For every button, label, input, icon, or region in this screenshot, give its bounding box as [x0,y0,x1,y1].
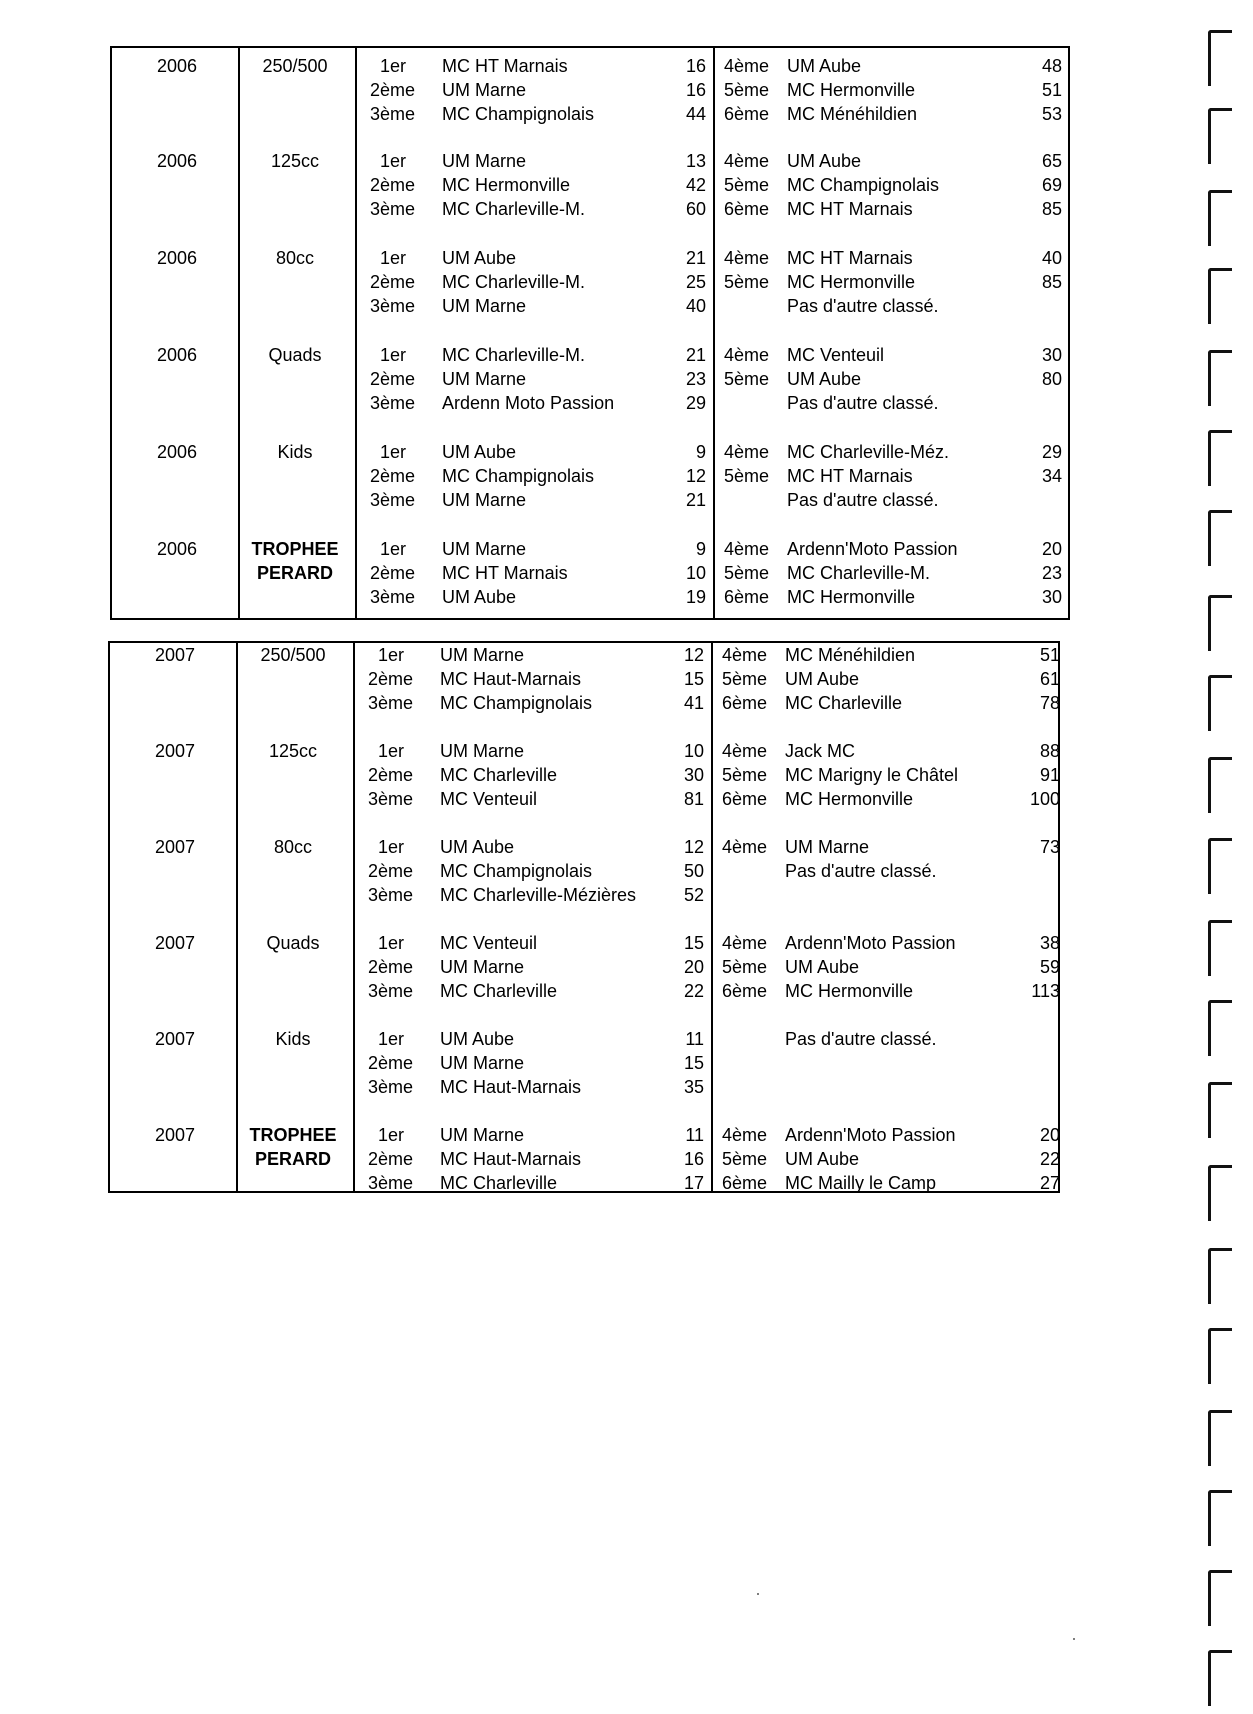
points: 40 [1041,248,1062,268]
binder-hole-mark [1208,838,1232,894]
club-name: Ardenn'Moto Passion [787,539,958,559]
club-name: MC Champignolais [440,861,593,881]
rank: 6ème [722,693,768,713]
club-name: MC Hermonville [785,789,914,809]
club-name: MC Charleville [440,765,558,785]
binder-hole-mark [1208,108,1232,164]
points: 40 [685,296,706,316]
club-name: MC Charleville-Méz. [787,442,950,462]
rank: 1er [378,1125,405,1145]
points: 13 [685,151,706,171]
binder-hole-mark [1208,1165,1232,1221]
points: 20 [1039,1125,1060,1145]
rank: 4ème [724,248,770,268]
points: 21 [685,490,706,510]
points: 29 [1041,442,1062,462]
category-label-line2: PERARD [254,1149,331,1169]
rank: 1er [380,539,407,559]
rank: 4ème [722,933,768,953]
points: 80 [1041,369,1062,389]
column-divider [355,48,357,618]
season-year: 2007 [154,933,196,953]
category-label: 80cc [273,837,313,857]
club-name: MC HT Marnais [442,563,568,583]
scan-speck [1073,1638,1075,1640]
rank: 5ème [722,765,768,785]
club-name: MC Hermonville [785,981,914,1001]
points: 38 [1039,933,1060,953]
result-block [112,343,1068,415]
rank: 3ème [368,1173,414,1193]
points: 35 [683,1077,704,1097]
category-label: TROPHEE [251,539,339,559]
club-name: UM Aube [787,151,862,171]
points: 85 [1041,272,1062,292]
club-name: MC HT Marnais [787,248,913,268]
points: 30 [1041,345,1062,365]
rank: 6ème [724,199,770,219]
points: 22 [683,981,704,1001]
club-name: MC Ménéhildien [787,104,918,124]
points: 11 [685,1125,704,1145]
category-label-line2: PERARD [256,563,333,583]
club-name: MC Charleville [440,981,558,1001]
rank: 1er [378,741,405,761]
rank: 3ème [368,693,414,713]
points: 29 [685,393,706,413]
club-name: UM Aube [787,56,862,76]
result-block [110,643,1058,715]
binder-hole-mark [1208,1490,1232,1546]
club-name: UM Marne [442,490,527,510]
points: 12 [683,645,704,665]
binder-hole-mark [1208,430,1232,486]
points: 51 [1039,645,1060,665]
rank: 2ème [368,669,414,689]
results-table-2006 [110,46,1070,620]
points: 23 [1041,563,1062,583]
binder-hole-mark [1208,190,1232,246]
club-name: UM Aube [785,957,860,977]
club-name: MC Hermonville [787,272,916,292]
points: 9 [695,442,706,462]
club-name: UM Marne [440,645,525,665]
club-name: Pas d'autre classé. [787,393,939,413]
rank: 3ème [370,199,416,219]
rank: 1er [380,345,407,365]
rank: 5ème [724,563,770,583]
points: 23 [685,369,706,389]
season-year: 2006 [156,248,198,268]
club-name: Ardenn Moto Passion [442,393,615,413]
club-name: Pas d'autre classé. [785,1029,937,1049]
rank: 3ème [368,1077,414,1097]
rank: 2ème [370,175,416,195]
club-name: MC Mailly le Camp [785,1173,937,1193]
rank: 5ème [722,957,768,977]
category-label: TROPHEE [249,1125,337,1145]
points: 20 [683,957,704,977]
points: 78 [1039,693,1060,713]
club-name: MC Ménéhildien [785,645,916,665]
result-block [110,835,1058,907]
club-name: MC Venteuil [440,789,538,809]
result-block [112,246,1068,318]
rank: 2ème [368,861,414,881]
rank: 5ème [724,175,770,195]
binder-hole-mark [1208,595,1232,651]
rank: 6ème [722,1173,768,1193]
rank: 6ème [722,789,768,809]
column-divider [236,643,238,1191]
binder-hole-mark [1208,1082,1232,1138]
points: 20 [1041,539,1062,559]
rank: 1er [380,248,407,268]
points: 81 [683,789,704,809]
club-name: Pas d'autre classé. [785,861,937,881]
season-year: 2007 [154,1029,196,1049]
rank: 3ème [368,789,414,809]
club-name: Ardenn'Moto Passion [785,1125,956,1145]
club-name: UM Marne [440,741,525,761]
binder-hole-mark [1208,675,1232,731]
category-label: Kids [277,442,313,462]
points: 69 [1041,175,1062,195]
season-year: 2006 [156,442,198,462]
club-name: MC Venteuil [440,933,538,953]
points: 51 [1041,80,1062,100]
club-name: UM Marne [442,539,527,559]
season-year: 2007 [154,837,196,857]
rank: 2ème [370,563,416,583]
category-label: 125cc [268,741,318,761]
rank: 3ème [368,885,414,905]
rank: 4ème [722,837,768,857]
points: 22 [1039,1149,1060,1169]
club-name: MC Champignolais [442,466,595,486]
points: 10 [685,563,706,583]
club-name: UM Aube [442,587,517,607]
club-name: MC Hermonville [787,80,916,100]
points: 73 [1039,837,1060,857]
club-name: UM Marne [440,1125,525,1145]
points: 19 [685,587,706,607]
points: 44 [685,104,706,124]
binder-hole-mark [1208,1650,1232,1706]
club-name: MC Charleville-M. [442,272,586,292]
points: 21 [685,345,706,365]
season-year: 2007 [154,741,196,761]
rank: 4ème [724,151,770,171]
binder-hole-mark [1208,1410,1232,1466]
rank: 2ème [370,466,416,486]
category-label: 80cc [275,248,315,268]
result-block [110,1027,1058,1099]
club-name: Ardenn'Moto Passion [785,933,956,953]
club-name: MC HT Marnais [787,466,913,486]
club-name: Jack MC [785,741,856,761]
rank: 2ème [368,1149,414,1169]
points: 27 [1039,1173,1060,1193]
points: 53 [1041,104,1062,124]
binder-hole-mark [1208,1248,1232,1304]
binder-hole-mark [1208,268,1232,324]
club-name: UM Marne [442,151,527,171]
rank: 4ème [724,442,770,462]
points: 15 [683,669,704,689]
result-block [110,739,1058,811]
rank: 5ème [724,466,770,486]
rank: 3ème [370,490,416,510]
points: 10 [683,741,704,761]
category-label: 250/500 [262,56,328,76]
rank: 5ème [724,80,770,100]
points: 113 [1031,981,1060,1001]
rank: 2ème [368,1053,414,1073]
category-label: Kids [275,1029,311,1049]
club-name: UM Aube [442,442,517,462]
club-name: UM Marne [442,80,527,100]
results-table-2007 [108,641,1060,1193]
rank: 1er [378,1029,405,1049]
club-name: UM Marne [440,957,525,977]
points: 52 [683,885,704,905]
points: 59 [1039,957,1060,977]
points: 85 [1041,199,1062,219]
rank: 4ème [722,645,768,665]
result-block [112,54,1068,126]
points: 41 [683,693,704,713]
club-name: MC HT Marnais [787,199,913,219]
club-name: Pas d'autre classé. [787,296,939,316]
club-name: MC Haut-Marnais [440,1149,582,1169]
rank: 1er [378,645,405,665]
rank: 1er [380,442,407,462]
club-name: MC Venteuil [787,345,885,365]
club-name: UM Aube [440,837,515,857]
result-block [112,537,1068,609]
points: 9 [695,539,706,559]
result-block [110,1123,1058,1195]
points: 50 [683,861,704,881]
points: 91 [1039,765,1060,785]
club-name: UM Aube [440,1029,515,1049]
rank: 6ème [724,104,770,124]
binder-hole-mark [1208,510,1232,566]
season-year: 2007 [154,1125,196,1145]
binder-hole-mark [1208,757,1232,813]
binder-hole-mark [1208,1000,1232,1056]
category-label: Quads [266,933,320,953]
rank: 5ème [722,1149,768,1169]
rank: 2ème [368,765,414,785]
rank: 3ème [370,104,416,124]
season-year: 2006 [156,539,198,559]
club-name: UM Marne [440,1053,525,1073]
category-label: Quads [268,345,322,365]
rank: 4ème [722,1125,768,1145]
club-name: MC Charleville [440,1173,558,1193]
rank: 1er [378,933,405,953]
points: 16 [685,80,706,100]
club-name: UM Aube [442,248,517,268]
rank: 4ème [724,345,770,365]
club-name: MC Champignolais [787,175,940,195]
points: 100 [1029,789,1060,809]
rank: 2ème [370,80,416,100]
rank: 4ème [722,741,768,761]
points: 16 [683,1149,704,1169]
points: 30 [683,765,704,785]
points: 15 [683,933,704,953]
points: 16 [685,56,706,76]
club-name: MC Charleville [785,693,903,713]
club-name: Pas d'autre classé. [787,490,939,510]
rank: 2ème [370,272,416,292]
column-divider [238,48,240,618]
points: 12 [683,837,704,857]
club-name: UM Aube [787,369,862,389]
club-name: MC Haut-Marnais [440,669,582,689]
club-name: MC Charleville-M. [787,563,931,583]
points: 88 [1039,741,1060,761]
club-name: MC Charleville-Mézières [440,885,637,905]
points: 17 [683,1173,704,1193]
rank: 1er [380,56,407,76]
column-divider [711,643,713,1191]
rank: 6ème [724,587,770,607]
club-name: UM Marne [442,369,527,389]
club-name: MC Hermonville [787,587,916,607]
club-name: MC Hermonville [442,175,571,195]
scan-speck [757,1593,759,1595]
points: 21 [685,248,706,268]
column-divider [713,48,715,618]
points: 12 [685,466,706,486]
points: 61 [1039,669,1060,689]
rank: 6ème [722,981,768,1001]
column-divider [353,643,355,1191]
season-year: 2006 [156,151,198,171]
points: 48 [1041,56,1062,76]
rank: 1er [380,151,407,171]
binder-hole-mark [1208,350,1232,406]
binder-hole-mark [1208,920,1232,976]
club-name: MC Haut-Marnais [440,1077,582,1097]
rank: 2ème [368,957,414,977]
points: 30 [1041,587,1062,607]
rank: 4ème [724,56,770,76]
club-name: MC HT Marnais [442,56,568,76]
rank: 2ème [370,369,416,389]
points: 25 [685,272,706,292]
club-name: UM Marne [442,296,527,316]
points: 11 [685,1029,704,1049]
club-name: UM Aube [785,669,860,689]
binder-hole-mark [1208,1570,1232,1626]
rank: 1er [378,837,405,857]
season-year: 2006 [156,56,198,76]
points: 15 [683,1053,704,1073]
rank: 3ème [370,296,416,316]
club-name: MC Marigny le Châtel [785,765,959,785]
season-year: 2007 [154,645,196,665]
points: 42 [685,175,706,195]
binder-hole-mark [1208,1328,1232,1384]
points: 65 [1041,151,1062,171]
club-name: MC Champignolais [442,104,595,124]
club-name: MC Charleville-M. [442,345,586,365]
category-label: 250/500 [260,645,326,665]
rank: 4ème [724,539,770,559]
points: 34 [1041,466,1062,486]
club-name: UM Marne [785,837,870,857]
club-name: MC Champignolais [440,693,593,713]
result-block [112,149,1068,221]
club-name: UM Aube [785,1149,860,1169]
result-block [112,440,1068,512]
rank: 3ème [368,981,414,1001]
category-label: 125cc [270,151,320,171]
rank: 5ème [722,669,768,689]
rank: 3ème [370,587,416,607]
binder-hole-mark [1208,30,1232,86]
rank: 5ème [724,272,770,292]
club-name: MC Charleville-M. [442,199,586,219]
rank: 3ème [370,393,416,413]
points: 60 [685,199,706,219]
rank: 5ème [724,369,770,389]
season-year: 2006 [156,345,198,365]
result-block [110,931,1058,1003]
